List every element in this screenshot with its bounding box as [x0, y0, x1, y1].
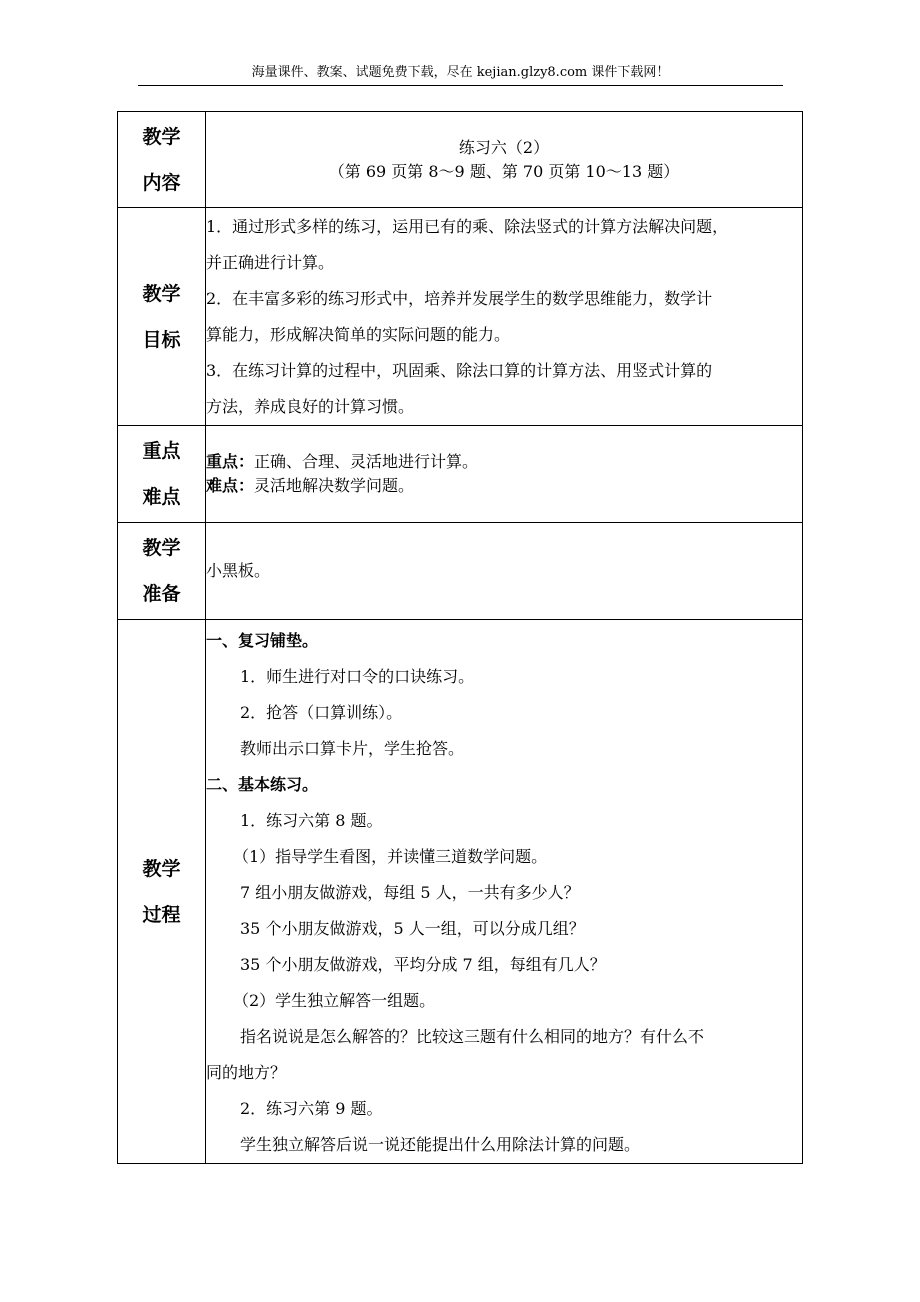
math-question: 35 个小朋友做游戏，5 人一组，可以分成几组？ — [240, 919, 585, 938]
row-teaching-goals — [118, 208, 803, 426]
key-point-text: 正确、合理、灵活地进行计算。 — [254, 452, 479, 471]
label-line-2: 难点 — [142, 486, 181, 508]
label-teaching-preparation — [118, 523, 206, 620]
lesson-plan-table — [117, 111, 803, 1164]
content-teaching-preparation — [206, 523, 803, 620]
content-key-points — [206, 426, 803, 523]
process-item: 2．抢答（口算训练）。 — [240, 703, 403, 722]
label-line-2: 准备 — [142, 583, 181, 605]
process-detail: 指名说说是怎么解答的？比较这三题有什么相同的地方？有什么不 — [240, 1027, 705, 1046]
header-divider — [138, 85, 783, 86]
label-teaching-process — [118, 620, 206, 1164]
label-line-2: 目标 — [142, 328, 181, 351]
content-teaching-content — [206, 112, 803, 208]
process-item: 2．练习六第 9 题。 — [240, 1099, 383, 1118]
difficulty-label: 难点： — [206, 476, 255, 495]
process-step: （2）学生独立解答一组题。 — [233, 991, 436, 1010]
process-item: 1．师生进行对口令的口诀练习。 — [240, 667, 475, 686]
label-teaching-content — [118, 112, 206, 208]
goal-line: 并正确进行计算。 — [206, 252, 335, 272]
label-line-1: 重点 — [142, 440, 181, 462]
section-heading: 一、复习铺垫。 — [206, 631, 319, 650]
row-teaching-process — [118, 620, 803, 1164]
process-item: 1．练习六第 8 题。 — [240, 811, 383, 830]
key-point-label: 重点： — [206, 452, 255, 471]
difficulty-text: 灵活地解决数学问题。 — [254, 476, 415, 495]
math-question: 7 组小朋友做游戏，每组 5 人，一共有多少人？ — [240, 883, 580, 902]
process-detail: 学生独立解答后说一说还能提出什么用除法计算的问题。 — [240, 1135, 641, 1154]
label-teaching-goals — [118, 208, 206, 426]
content-teaching-process — [206, 620, 803, 1164]
label-line-2: 内容 — [142, 171, 181, 194]
label-key-points — [118, 426, 206, 523]
row-teaching-preparation — [118, 523, 803, 620]
goal-line: 2．在丰富多彩的练习形式中，培养并发展学生的数学思维能力，数学计 — [206, 288, 713, 308]
math-question: 35 个小朋友做游戏，平均分成 7 组，每组有几人？ — [240, 955, 606, 974]
label-line-1: 教学 — [142, 282, 181, 305]
goal-line: 方法，养成良好的计算习惯。 — [206, 396, 415, 416]
content-teaching-goals — [206, 208, 803, 426]
label-line-1: 教学 — [142, 125, 181, 148]
preparation-text: 小黑板。 — [206, 561, 271, 580]
goal-line: 算能力，形成解决简单的实际问题的能力。 — [206, 324, 511, 344]
header-note: 海量课件、教案、试题免费下载，尽在 kejian.glzy8.com 课件下载网！ — [251, 65, 670, 80]
label-line-1: 教学 — [142, 537, 181, 559]
lesson-subtitle: （第 69 页第 8～9 题、第 70 页第 10～13 题） — [328, 161, 680, 181]
process-detail: 教师出示口算卡片，学生抢答。 — [240, 739, 465, 758]
difficulty-line — [206, 474, 802, 498]
process-detail: 同的地方？ — [206, 1063, 287, 1082]
goal-line: 3．在练习计算的过程中，巩固乘、除法口算的计算方法、用竖式计算的 — [206, 360, 713, 380]
label-line-2: 过程 — [142, 903, 181, 926]
row-key-points — [118, 426, 803, 523]
row-teaching-content — [118, 112, 803, 208]
lesson-title: 练习六（2） — [458, 137, 550, 157]
label-line-1: 教学 — [142, 857, 181, 880]
key-point-line — [206, 450, 802, 474]
section-heading: 二、基本练习。 — [206, 775, 319, 794]
process-step: （1）指导学生看图，并读懂三道数学问题。 — [233, 847, 548, 866]
goal-line: 1．通过形式多样的练习，运用已有的乘、除法竖式的计算方法解决问题， — [206, 216, 729, 236]
